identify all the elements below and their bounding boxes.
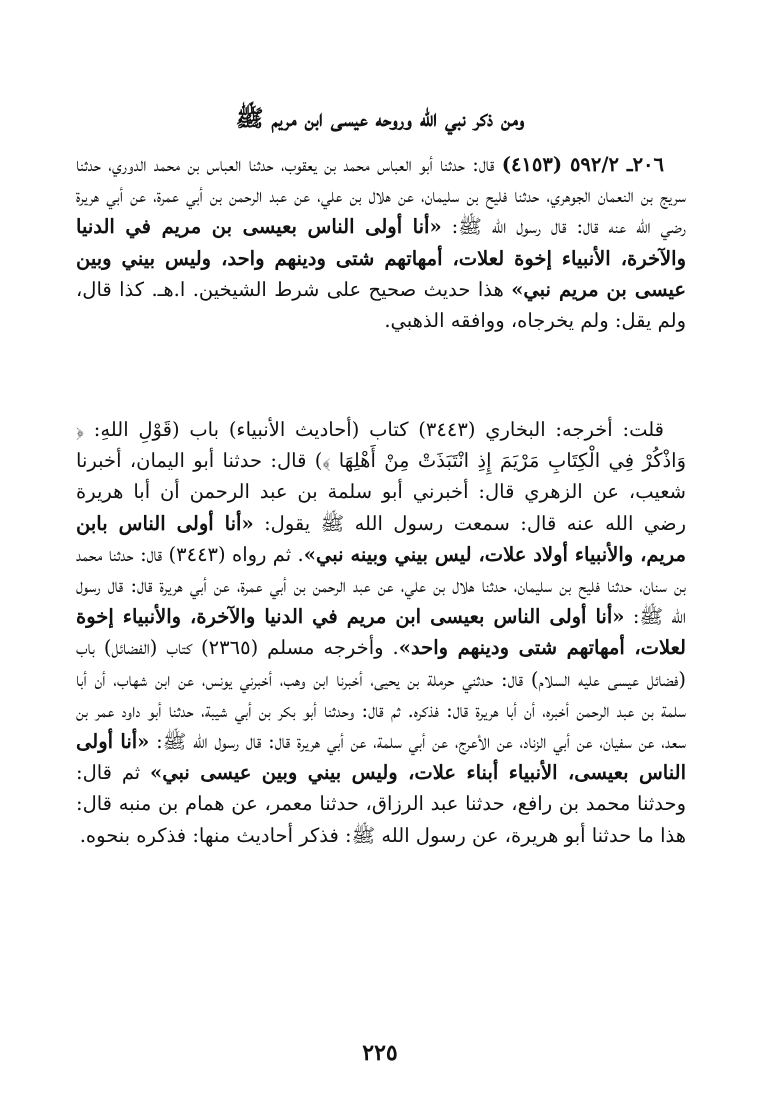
hadith-block [76, 149, 686, 336]
hadith-matn: «أنا أولى الناس بعيسى بن مريم في الدنيا والآخرة، الأنبياء إخوة لعلات، أمهاتهم شتى ودينهم واحد، وليس بيني وبين عيسى بن مريم نبي» [76, 215, 686, 301]
hadith-paragraph [76, 149, 686, 336]
page-number: ٢٢٥ [362, 1040, 398, 1066]
takhrij-bukhari-second-matn: «أنا أولى الناس بعيسى ابن مريم في الدنيا والآخرة، والأنبياء إخوة لعلات، أمهاتهم شتى ودينهم واحد» [76, 605, 686, 660]
hadith-number: ٢٠٦ـ ٥٩٢/٢ (٤١٥٣) [501, 153, 664, 176]
takhrij-paragraph [76, 414, 686, 851]
takhrij-muslim-closing: ثم قال: وحدثنا محمد بن رافع، حدثنا عبد الرزاق، حدثنا معمر، عن همام بن منبه قال: هذا ما حدثنا أبو هريرة، عن رسول الله ﷺ: فذكر أحاديث منها: فذكره بنحوه. [76, 761, 686, 847]
takhrij-block [76, 414, 686, 851]
section-heading: ومن ذكر نبي الله وروحه عيسى ابن مريم ﷺ [235, 105, 525, 132]
hadith-grading: هذا حديث صحيح على شرط الشيخين. ا.هـ. كذا قال، ولم يقل: ولم يخرجاه، ووافقه الذهبي. [76, 277, 686, 333]
takhrij-muslim-matn: «أنا أولى الناس بعيسى، الأنبياء أبناء علات، وليس بيني وبين عيسى نبي» [76, 730, 686, 785]
takhrij-bukhari-matn: «أنا أولى الناس بابن مريم، والأنبياء أولاد علات، ليس بيني وبينه نبي» [76, 511, 686, 566]
takhrij-bukhari-second-text: . ثم رواه (٣٤٤٣) قال: حدثنا محمد بن سنان، حدثنا فليح بن سليمان، حدثنا هلال بن علي، عن عبد الرحمن بن أبي عمرة، عن أبي هريرة قال: قال رسول الله ﷺ: [76, 542, 686, 629]
takhrij-muslim-text: . وأخرجه مسلم (٢٣٦٥) كتاب (الفضائل) باب (فضائل عيسى عليه السلام) قال: حدثني حرملة بن يحيى، أخبرنا ابن وهب، أخبرني يونس، عن ابن شهاب، أن أبا سلمة بن عبد الرحمن أخبره، أن أبا هريرة قال: فذكره. ثم قال: وحدثنا أبو بكر بن أبي شيبة، حدثنا أبو داود عمر بن سعد، عن سفيان، عن أبي الزناد، عن الأعرج، عن أبي سلمة، عن أبي هريرة قال: قال رسول الله ﷺ: [76, 636, 686, 754]
hadith-isnad: قال: حدثنا أبو العباس محمد بن يعقوب، حدثنا العباس بن محمد الدوري، حدثنا سريج بن النعمان الجوهري، حدثنا فليح بن سليمان، عن هلال بن علي، عن عبد الرحمن بن أبي عمرة، عن أبي هريرة رضي الله عنه قال: قال رسول الله ﷺ: [76, 153, 687, 239]
takhrij-bukhari-text: قلت: أخرجه: البخاري (٣٤٤٣) كتاب (أحاديث الأنبياء) باب (قَوْلِ اللهِ: ﴿ وَاذْكُرْ فِي الْكِتَابِ مَرْيَمَ إِذِ انْتَبَذَتْ مِنْ أَهْلِهَا ﴾) قال: حدثنا أبو اليمان، أخبرنا شعيب، عن الزهري قال: أخبرني أبو سلمة بن عبد الرحمن أن أبا هريرة رضي الله عنه قال: سمعت رسول الله ﷺ يقول: [76, 418, 687, 535]
